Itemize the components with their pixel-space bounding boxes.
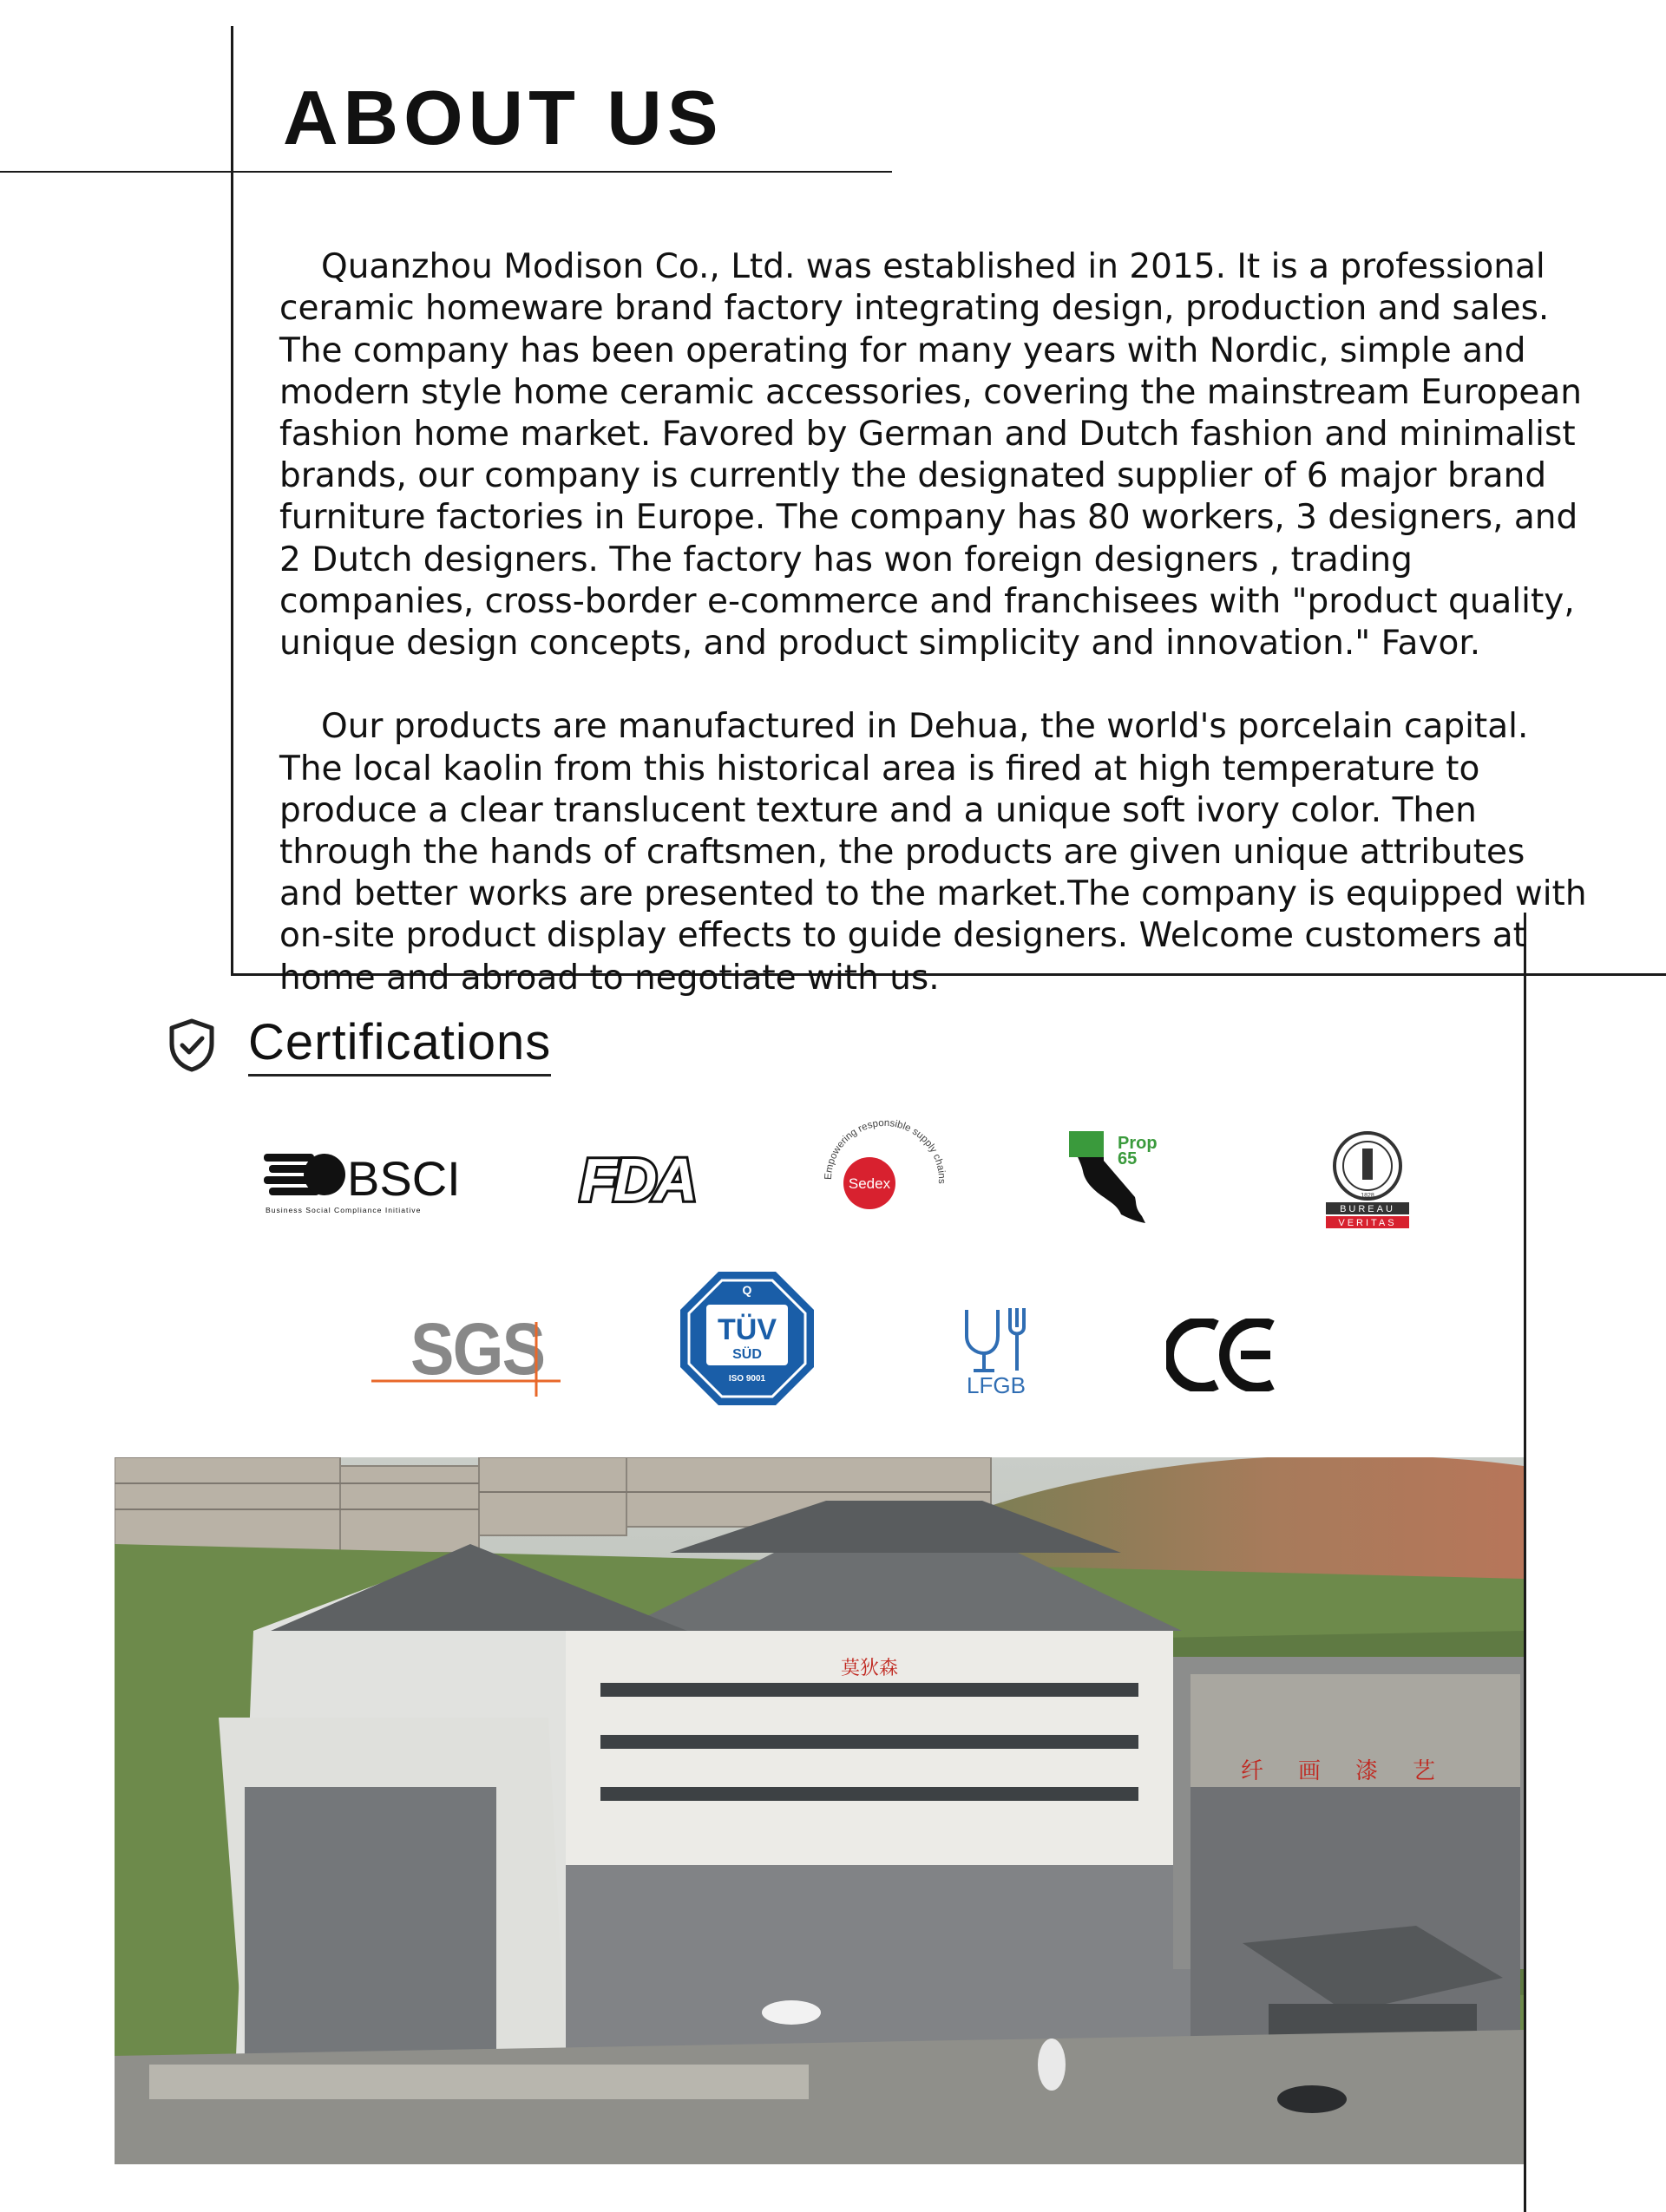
about-text [279,205,1598,1041]
bureau-veritas-year: 1828 [1361,1193,1374,1199]
lfgb-logo [960,1301,1033,1398]
tuv-caption: ISO 9001 [728,1374,766,1384]
frame-line-top-horizontal [0,171,892,173]
about-title: ABOUT US [283,75,724,160]
about-paragraph-2: Our products are manufactured in Dehua, the world's porcelain capital. The local kaolin from this historical area is fired at high temperature to produce a clear translucent texture and a unique soft ivory color. Then through the hands of craftsmen, the products are given unique attributes and better works are presented to the market.The company is equipped with on-site product display effects to guide designers. Welcome customers at home and abroad to negotiate with us. [279,707,1587,998]
sedex-name: Sedex [848,1175,891,1192]
sgs-name: SGS [410,1308,545,1390]
glass-fork-icon [967,1308,1024,1371]
fda-logo [578,1149,706,1209]
sedex-ring-text: Empowering responsible supply chains [823,1117,948,1184]
tuv-sud-logo [679,1270,816,1407]
frame-line-left-vertical [231,26,233,976]
tuv-top: TÜV [718,1313,777,1346]
sedex-logo [816,1110,954,1249]
factory-sign-top: 莫狄森 [840,1658,899,1679]
tuv-mark: Q [742,1283,752,1297]
sgs-logo [371,1301,561,1397]
prop65-name: Prop [1118,1134,1158,1153]
bsci-tagline: Business Social Compliance Initiative [266,1206,422,1214]
bsci-emblem-icon [264,1154,345,1195]
certifications-title: Certifications [248,1015,551,1077]
prop65-logo [1066,1126,1170,1227]
bureau-veritas-logo [1322,1128,1413,1232]
about-paragraph-1: Quanzhou Modison Co., Ltd. was established in 2015. It is a professional ceramic homeware brand factory integrating design, production and sales. The company has been operating for many years with Nordic, simple and modern style home ceramic accessories, covering the mainstream European fashion home market. Favored by German and Dutch fashion and minimalist brands, our company is currently the designated supplier of 6 major brand furniture factories in Europe. The company has 80 workers, 3 designers, and 2 Dutch designers. The factory has won foreign designers , trading companies, cross-border e-commerce and franchisees with "product quality, unique design concepts, and product simplicity and innovation." Favor. [279,247,1583,664]
bureau-veritas-top: BUREAU [1340,1204,1395,1214]
certifications-heading [167,1015,551,1077]
fda-name: FDA [580,1149,694,1209]
bsci-name: BSCI [347,1151,461,1206]
factory-sign-right: 纤画漆艺 [1240,1758,1471,1784]
ce-logo [1166,1319,1281,1391]
lfgb-name: LFGB [967,1372,1026,1398]
tuv-bottom: SÜD [732,1347,762,1362]
bsci-logo [264,1142,462,1218]
bureau-veritas-bottom: VERITAS [1338,1218,1397,1228]
factory-photo [115,1457,1524,2164]
frame-line-right-vertical [1524,913,1526,2212]
shield-check-icon [167,1018,217,1073]
svg-text:65: 65 [1118,1149,1138,1168]
